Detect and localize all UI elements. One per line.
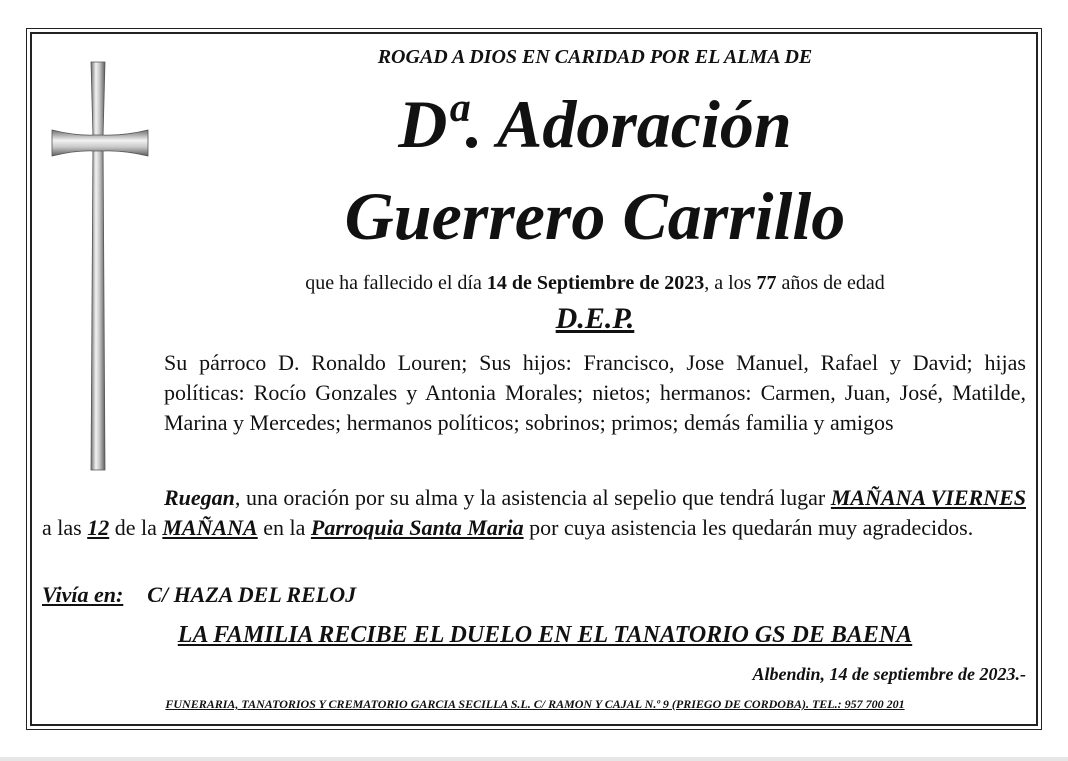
cross-icon (50, 58, 150, 474)
funeral-request (42, 483, 1026, 543)
death-info (160, 272, 1030, 295)
request-text-1: , una oración por su alma y la asistencia al sepelio que tendrá lugar (234, 485, 831, 510)
request-text-2: a las (42, 515, 88, 540)
funeral-hour: 12 (87, 515, 110, 540)
request-text-5: por cuya asistencia les quedarán muy agradecidos. (523, 515, 974, 540)
condolence-notice: LA FAMILIA RECIBE EL DUELO EN EL TANATORIO GS DE BAENA (177, 622, 913, 648)
death-prefix: que ha fallecido el día (305, 272, 487, 294)
ruegan-word: Ruegan (164, 485, 235, 510)
address-label: Vivía en: (42, 582, 124, 607)
funeral-period: MAÑANA (162, 515, 258, 540)
death-date: 14 de Septiembre de 2023 (486, 272, 705, 294)
request-text-3: de la (109, 515, 163, 540)
death-age: 77 (756, 272, 777, 294)
funeral-day: MAÑANA VIERNES (830, 485, 1026, 510)
bottom-strip (0, 757, 1068, 761)
family-list: Su párroco D. Ronaldo Louren; Sus hijos: Francisco, Jose Manuel, Rafael y David; hijas políticas: Rocío Gonzales y Antonia Morales; nietos; hermanos: Carmen, Juan, José, Matilde, Marina y Mercedes; hermanos políticos; sobrinos; primos; demás familia y amigos (164, 350, 1026, 435)
place-date: Albendin, 14 de septiembre de 2023.- (752, 664, 1026, 684)
request-text-4: en la (257, 515, 311, 540)
funeral-place: Parroquia Santa Maria (310, 515, 524, 540)
rip-label: D.E.P. (555, 302, 635, 335)
deceased-name-line2: Guerrero Carrillo (344, 178, 846, 254)
funeral-home-footer: FUNERARIA, TANATORIOS Y CREMATORIO GARCIA SECILLA S.L. C/ RAMON Y CAJAL N.º 9 (PRIEGO DE CORDOBA). TEL.: 957 700 201 (165, 697, 905, 711)
death-suffix: años de edad (776, 272, 885, 294)
death-mid: , a los (704, 272, 757, 294)
prayer-heading: ROGAD A DIOS EN CARIDAD POR EL ALMA DE (377, 46, 813, 68)
address-line (42, 582, 356, 608)
address-value: C/ HAZA DEL RELOJ (147, 582, 357, 607)
deceased-name-line1: Dª. Adoración (398, 86, 792, 162)
